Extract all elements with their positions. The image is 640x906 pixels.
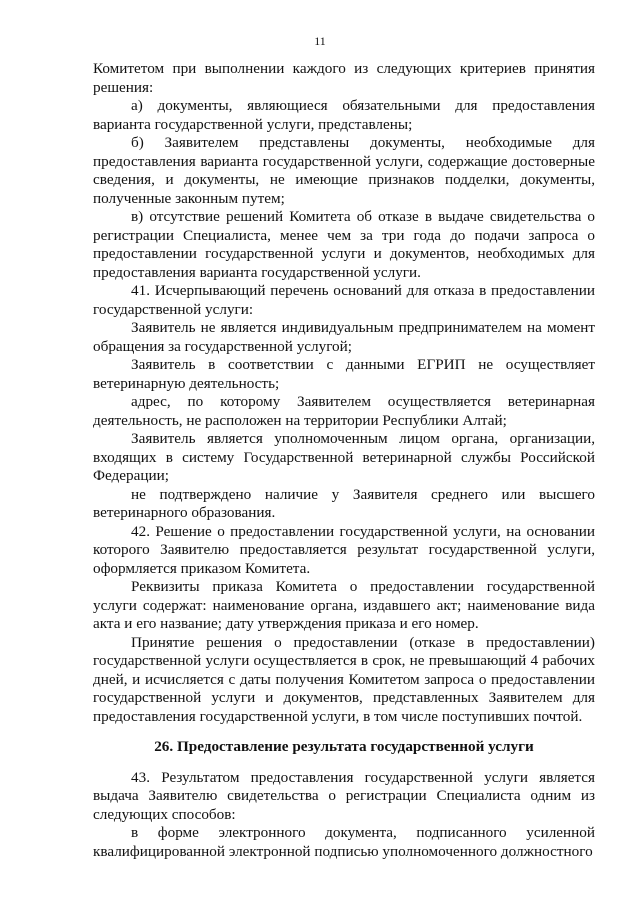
document-body [93, 60, 595, 861]
paragraph: Принятие решения о предоставлении (отказе в предоставлении) государственной услуги осуществляется в срок, не превышающий 4 рабочих дней, и исчисляется с даты получения Комитетом запроса о предоставлении государственной услуги и документов, представленных Заявителем для предоставления государственной услуги, в том числе поступивших почтой. [93, 633, 595, 725]
paragraph: не подтверждено наличие у Заявителя среднего или высшего ветеринарного образования. [93, 485, 595, 521]
paragraph: 43. Результатом предоставления государственной услуги является выдача Заявителю свидетельства о регистрации Специалиста одним из следующих способов: [93, 768, 595, 823]
paragraphs-top [93, 60, 595, 726]
paragraph: в форме электронного документа, подписанного усиленной квалифицированной электронной подписью уполномоченного должностного [93, 824, 595, 860]
paragraph: Заявитель не является индивидуальным предпринимателем на момент обращения за государственной услугой; [93, 319, 595, 355]
paragraph: адрес, по которому Заявителем осуществляется ветеринарная деятельность, не расположен на территории Республики Алтай; [93, 393, 595, 429]
paragraph: в) отсутствие решений Комитета об отказе в выдаче свидетельства о регистрации Специалиста, менее чем за три года до подачи запроса о предоставлении государственной услуги и документов, необходимых для предоставления варианта государственной услуги. [93, 208, 595, 281]
paragraph: Заявитель в соответствии с данными ЕГРИП не осуществляет ветеринарную деятельность; [93, 356, 595, 392]
paragraph: Заявитель является уполномоченным лицом органа, организации, входящих в систему Государственной ветеринарной службы Российской Федерации; [93, 430, 595, 484]
paragraph: б) Заявителем представлены документы, необходимые для предоставления варианта государственной услуги, содержащие достоверные сведения, и документы, не имеющие признаков подделки, документы, полученные законным путем; [93, 134, 595, 207]
paragraph: а) документы, являющиеся обязательными для предоставления варианта государственной услуги, представлены; [93, 97, 595, 133]
section-heading: 26. Предоставление результата государственной услуги [154, 738, 534, 755]
paragraph: 42. Решение о предоставлении государственной услуги, на основании которого Заявителю предоставляется результат государственной услуги, оформляется приказом Комитета. [93, 522, 595, 577]
page-number: 11 [314, 34, 326, 48]
paragraph: Комитетом при выполнении каждого из следующих критериев принятия решения: [93, 60, 595, 96]
paragraph: Реквизиты приказа Комитета о предоставлении государственной услуги содержат: наименование органа, издавшего акт; наименование вида акта и его название; дату утверждения приказа и его номер. [93, 578, 595, 632]
paragraphs-bottom [93, 769, 595, 862]
paragraph: 41. Исчерпывающий перечень оснований для отказа в предоставлении государственной услуги: [93, 282, 595, 318]
